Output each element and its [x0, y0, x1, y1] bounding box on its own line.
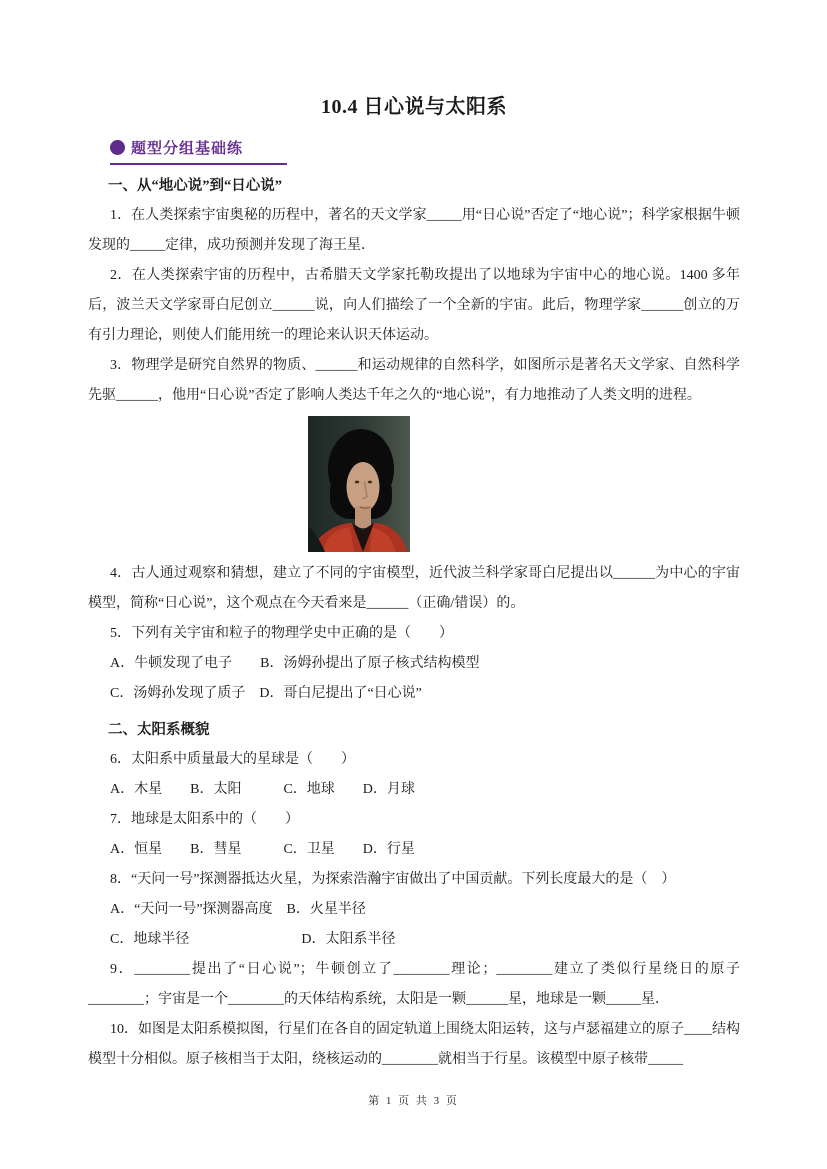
section-2-heading: 二、太阳系概貌 — [108, 722, 210, 738]
question-5: 5．下列有关宇宙和粒子的物理学史中正确的是（ ） — [110, 626, 453, 641]
question-8-options-cd: C．地球半径 D．太阳系半径 — [110, 932, 396, 947]
question-9: 9．________提出了“日心说”；牛顿创立了________理论；________建立了类似行星绕日的原子________；宇宙是一个________的天体结构系统，太阳是一颗______星，地球是一颗_____星． — [88, 962, 740, 1007]
practice-badge — [88, 138, 740, 165]
question-7: 7．地球是太阳系中的（ ） — [110, 812, 299, 827]
question-5-options-cd: C．汤姆孙发现了质子 D．哥白尼提出了“日心说” — [110, 686, 422, 701]
question-10: 10．如图是太阳系模拟图，行星们在各自的固定轨道上围绕太阳运转，这与卢瑟福建立的原子____结构模型十分相似。原子核相当于太阳，绕核运动的________就相当于行星。该模型中原子核带_____ — [88, 1022, 740, 1067]
copernicus-portrait-image — [308, 416, 410, 552]
question-8: 8．“天问一号”探测器抵达火星，为探索浩瀚宇宙做出了中国贡献。下列长度最大的是（ ） — [110, 872, 676, 887]
copernicus-portrait — [308, 416, 410, 552]
question-5-options-ab: A．牛顿发现了电子 B．汤姆孙提出了原子核式结构模型 — [110, 656, 480, 671]
page-footer: 第 1 页 共 3 页 — [368, 1095, 459, 1107]
page-title: 10.4 日心说与太阳系 — [321, 96, 507, 118]
question-1: 1．在人类探索宇宙奥秘的历程中，著名的天文学家_____用“日心说”否定了“地心说”；科学家根据牛顿发现的_____定律，成功预测并发现了海王星． — [88, 208, 740, 253]
question-4: 4．古人通过观察和猜想，建立了不同的宇宙模型，近代波兰科学家哥白尼提出以______为中心的宇宙模型，简称“日心说”，这个观点在今天看来是______（正确/错误）的。 — [88, 566, 740, 611]
bullet-circle-icon — [110, 140, 125, 155]
section-1-heading: 一、从“地心说”到“日心说” — [108, 178, 282, 194]
question-8-options-ab: A．“天问一号”探测器高度 B．火星半径 — [110, 902, 366, 917]
question-6: 6．太阳系中质量最大的星球是（ ） — [110, 752, 355, 767]
question-7-options: A．恒星 B．彗星 C．卫星 D．行星 — [110, 842, 415, 857]
practice-badge-label: 题型分组基础练 — [131, 140, 244, 157]
question-2: 2．在人类探索宇宙的历程中，古希腊天文学家托勒玫提出了以地球为宇宙中心的地心说。1400 多年后，波兰天文学家哥白尼创立______说，向人们描绘了一个全新的宇宙。此后，物理学家______创立的万有引力理论，则使人们能用统一的理论来认识天体运动。 — [88, 268, 740, 343]
question-3: 3．物理学是研究自然界的物质、______和运动规律的自然科学，如图所示是著名天文学家、自然科学先驱______，他用“日心说”否定了影响人类达千年之久的“地心说”，有力地推动了人类文明的进程。 — [88, 358, 740, 403]
practice-badge-underline — [110, 138, 287, 165]
question-6-options: A．木星 B．太阳 C．地球 D．月球 — [110, 782, 415, 797]
